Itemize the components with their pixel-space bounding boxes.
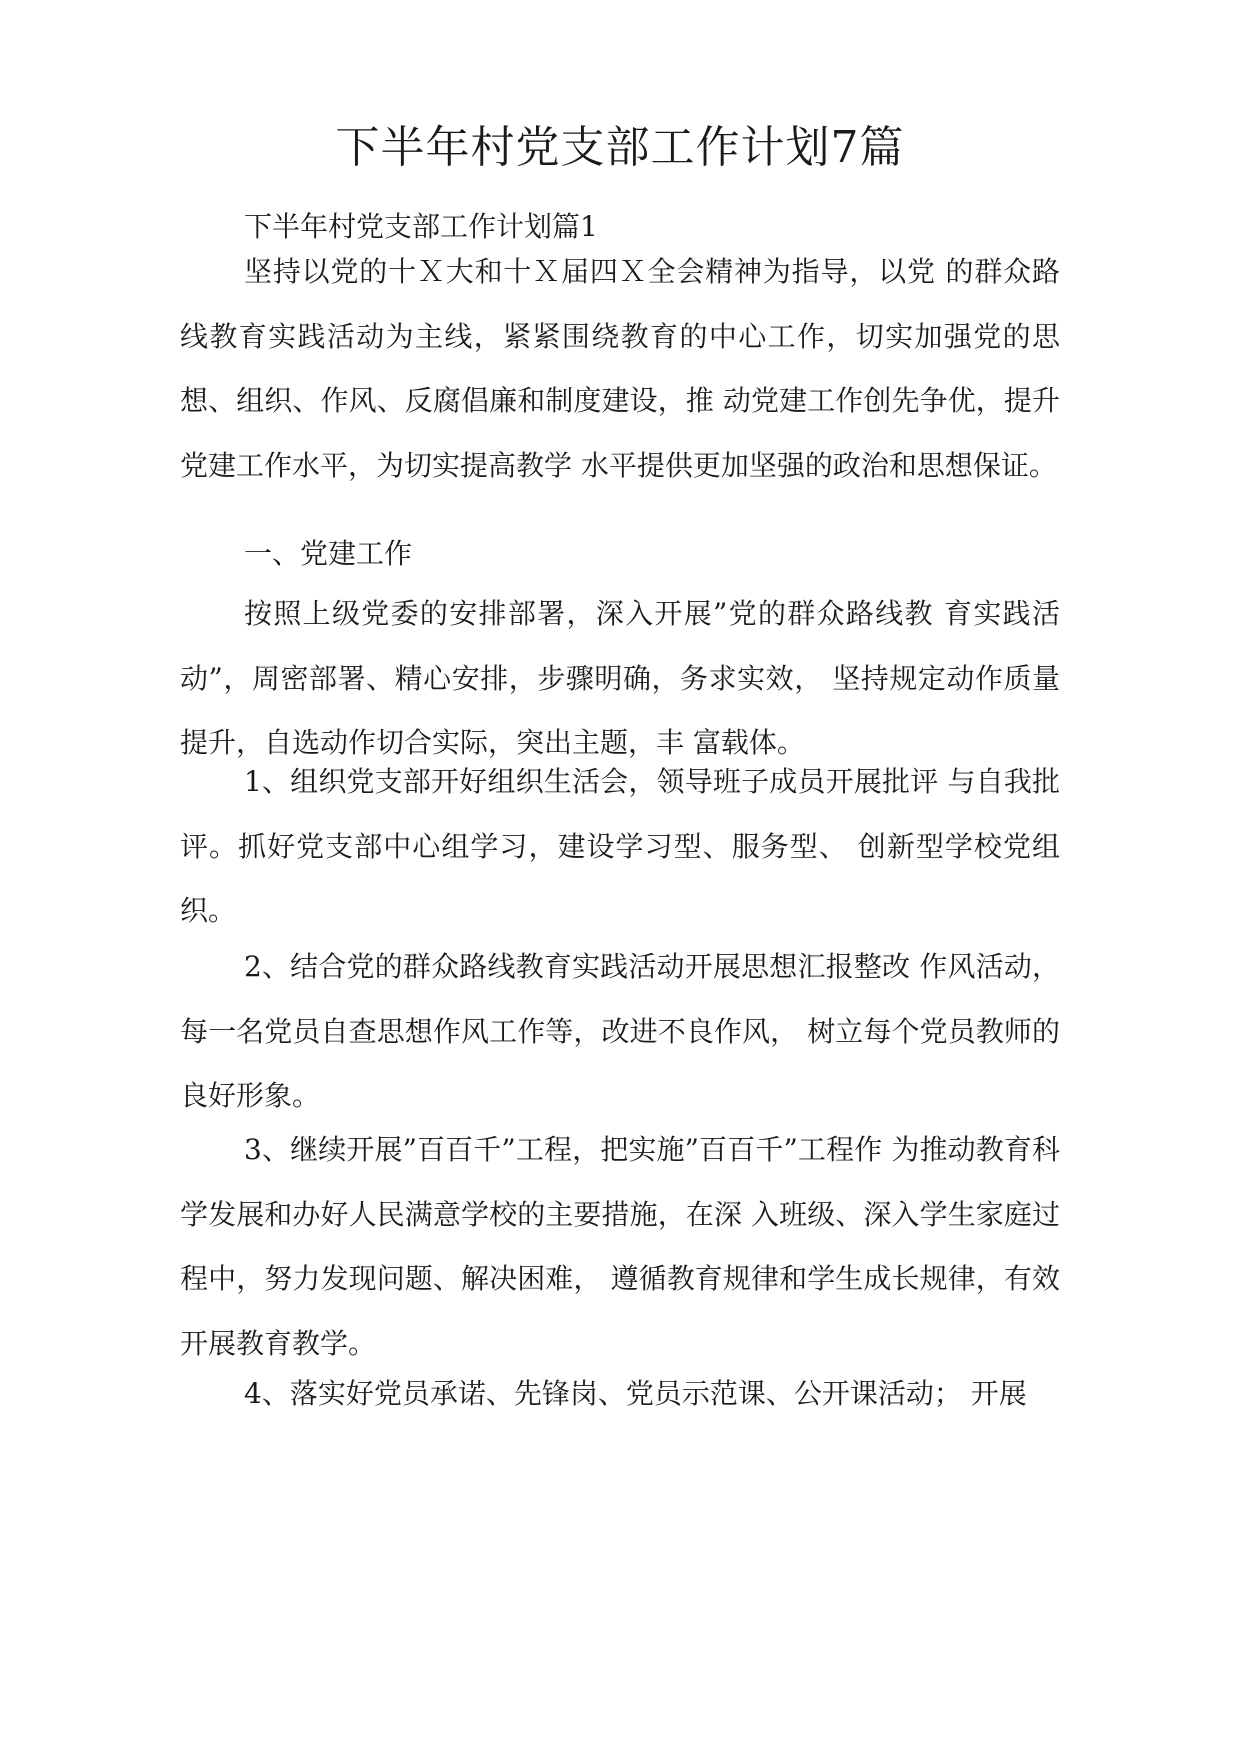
document-subtitle: 下半年村党支部工作计划篇1 <box>244 210 598 243</box>
paragraph-party-building: 按照上级党委的安排部署，深入开展”党的群众路线教 育实践活动”，周密部署、精心安排，步骤明确，务求实效， 坚持规定动作质量提升，自选动作切合实际，突出主题，丰 富载体。 <box>180 597 1060 759</box>
paragraph-item-2: 2、结合党的群众路线教育实践活动开展思想汇报整改 作风活动，每一名党员自查思想作风工作等，改进不良作风， 树立每个党员教师的良好形象。 <box>180 950 1060 1112</box>
document-title: 下半年村党支部工作计划7篇 <box>335 122 905 173</box>
section-heading: 一、党建工作 <box>244 537 413 570</box>
paragraph-item-1: 1、组织党支部开好组织生活会，领导班子成员开展批评 与自我批评。抓好党支部中心组学习，建设学习型、服务型、 创新型学校党组织。 <box>180 765 1060 927</box>
paragraph-item-4: 4、落实好党员承诺、先锋岗、党员示范课、公开课活动； 开展 <box>244 1377 1027 1410</box>
paragraph-item-3: 3、继续开展”百百千”工程，把实施”百百千”工程作 为推动教育科学发展和办好人民满意学校的主要措施，在深 入班级、深入学生家庭过程中，努力发现问题、解决困难， 遵循教育规律和学生成长规律，有效开展教育教学。 <box>180 1133 1060 1360</box>
paragraph-intro: 坚持以党的十Ｘ大和十Ｘ届四Ｘ全会精神为指导，以党 的群众路线教育实践活动为主线，紧紧围绕教育的中心工作，切实加强党的思想、组织、作风、反腐倡廉和制度建设，推 动党建工作创先争优，提升党建工作水平，为切实提高教学 水平提供更加坚强的政治和思想保证。 <box>180 255 1060 482</box>
